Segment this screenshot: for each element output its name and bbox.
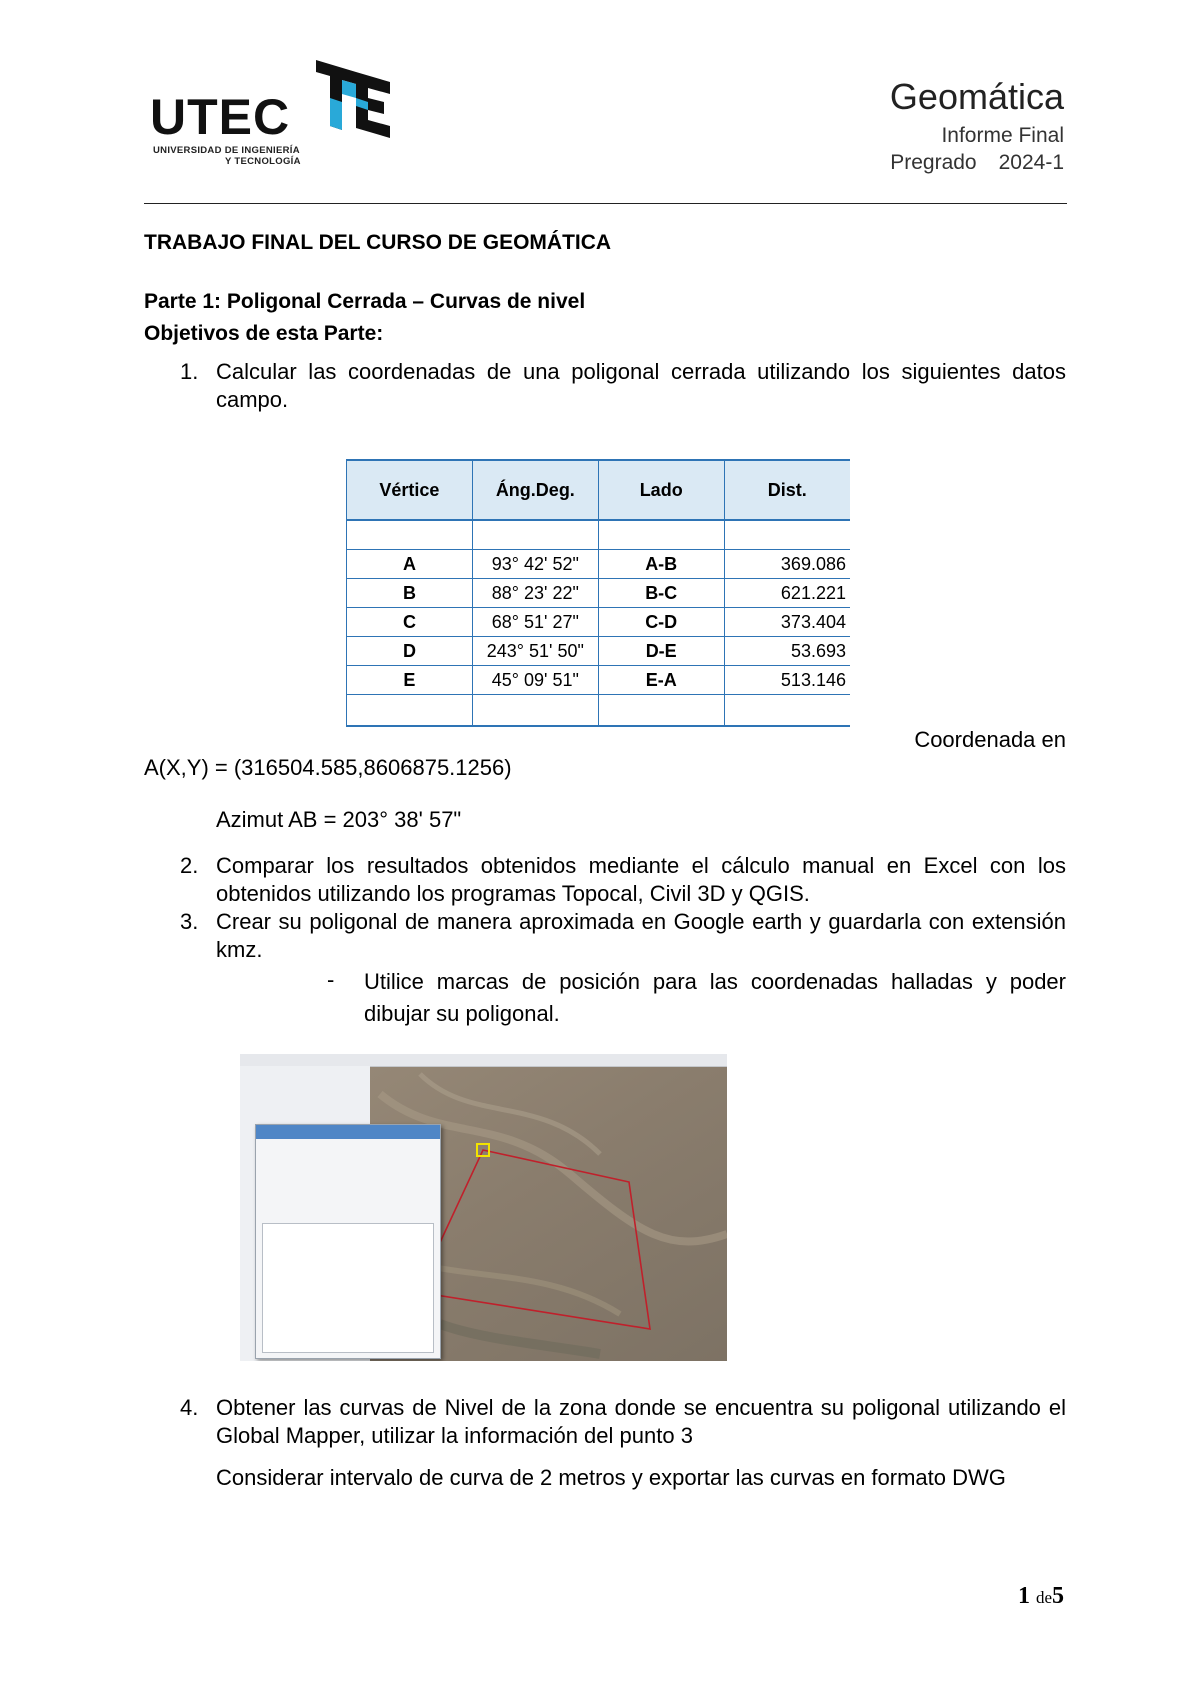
azimut-value: Azimut AB = 203° 38' 57" bbox=[216, 807, 462, 832]
cell-side: C-D bbox=[598, 608, 724, 637]
table-row bbox=[347, 550, 851, 579]
cell-dist: 369.086 bbox=[724, 550, 850, 579]
table-row bbox=[347, 608, 851, 637]
cell-dist: 513.146 bbox=[724, 666, 850, 695]
item-1-text: Calcular las coordenadas de una poligonal cerrada utilizando los siguientes datos campo. bbox=[216, 359, 1066, 412]
cell-side: D-E bbox=[598, 637, 724, 666]
table-row bbox=[347, 666, 851, 695]
item-2-text: Comparar los resultados obtenidos mediante el cálculo manual en Excel con los obtenidos utilizando los programas Topocal, Civil 3D y QGIS. bbox=[216, 853, 1066, 906]
item-4-extra: Considerar intervalo de curva de 2 metros y exportar las curvas en formato DWG bbox=[216, 1465, 1006, 1490]
cell-angle: 45° 09' 51" bbox=[472, 666, 598, 695]
header-term: 2024-1 bbox=[998, 151, 1064, 174]
cell-angle: 88° 23' 22" bbox=[472, 579, 598, 608]
cell-side: A-B bbox=[598, 550, 724, 579]
table-row bbox=[347, 637, 851, 666]
main-title: TRABAJO FINAL DEL CURSO DE GEOMÁTICA bbox=[144, 231, 612, 254]
cell-dist: 373.404 bbox=[724, 608, 850, 637]
col-header-angle: Áng.Deg. bbox=[472, 460, 598, 520]
item-3-text: Crear su poligonal de manera aproximada en Google earth y guardarla con extensión kmz. bbox=[216, 909, 1066, 962]
table-header-row bbox=[347, 460, 851, 520]
cell-dist: 53.693 bbox=[724, 637, 850, 666]
table-row bbox=[347, 579, 851, 608]
col-header-side: Lado bbox=[598, 460, 724, 520]
item-4-text: Obtener las curvas de Nivel de la zona donde se encuentra su poligonal utilizando el Global Mapper, utilizar la información del punto 3 bbox=[216, 1395, 1066, 1448]
bullet-text: Utilice marcas de posición para las coordenadas halladas y poder dibujar su poligonal. bbox=[364, 969, 1066, 1026]
header-subtitle-block bbox=[890, 122, 1064, 176]
page-current: 1 bbox=[1017, 1583, 1030, 1609]
table-spacer-row bbox=[347, 520, 851, 550]
item-4-number: 4. bbox=[180, 1395, 199, 1420]
cell-angle: 68° 51' 27" bbox=[472, 608, 598, 637]
cell-angle: 93° 42' 52" bbox=[472, 550, 598, 579]
page-total: 5 bbox=[1052, 1583, 1064, 1609]
logo-sub-line-1: UNIVERSIDAD DE INGENIERÍA bbox=[153, 145, 300, 156]
objectives-title: Objetivos de esta Parte: bbox=[144, 322, 384, 345]
coordinate-value: A(X,Y) = (316504.585,8606875.1256) bbox=[144, 755, 512, 780]
item-1-number: 1. bbox=[180, 359, 199, 384]
cell-side: B-C bbox=[598, 579, 724, 608]
dialog-description-panel bbox=[262, 1223, 434, 1353]
header-divider bbox=[144, 203, 1067, 204]
cell-vertex: B bbox=[347, 579, 473, 608]
cell-vertex: E bbox=[347, 666, 473, 695]
google-earth-screenshot bbox=[240, 1054, 727, 1361]
cell-dist: 621.221 bbox=[724, 579, 850, 608]
coordinate-label: Coordenada en bbox=[914, 727, 1066, 752]
header-program: Pregrado bbox=[890, 151, 977, 174]
traverse-data-table bbox=[346, 459, 850, 727]
page-of: de bbox=[1035, 1588, 1052, 1607]
cell-vertex: C bbox=[347, 608, 473, 637]
col-header-dist: Dist. bbox=[724, 460, 850, 520]
page-number bbox=[1018, 1583, 1064, 1610]
cell-angle: 243° 51' 50" bbox=[472, 637, 598, 666]
utec-logo-text: UTEC bbox=[150, 89, 291, 145]
dialog-title-bar bbox=[256, 1125, 440, 1139]
header-title: Geomática bbox=[889, 76, 1064, 117]
col-header-vertex: Vértice bbox=[347, 460, 473, 520]
header-program-line bbox=[890, 149, 1064, 176]
table-end-row bbox=[347, 695, 851, 727]
item-3-number: 3. bbox=[180, 909, 199, 934]
part-title: Parte 1: Poligonal Cerrada – Curvas de nivel bbox=[144, 290, 586, 313]
header-report-type: Informe Final bbox=[941, 124, 1064, 147]
utec-logo-subtitle bbox=[153, 145, 301, 167]
cell-vertex: D bbox=[347, 637, 473, 666]
cell-side: E-A bbox=[598, 666, 724, 695]
placemark-dialog bbox=[255, 1124, 441, 1359]
logo-sub-line-2: Y TECNOLOGÍA bbox=[225, 156, 301, 167]
item-2-number: 2. bbox=[180, 853, 199, 878]
bullet-dash: - bbox=[327, 967, 335, 992]
cell-vertex: A bbox=[347, 550, 473, 579]
utec-logo-mark-icon bbox=[312, 58, 392, 148]
